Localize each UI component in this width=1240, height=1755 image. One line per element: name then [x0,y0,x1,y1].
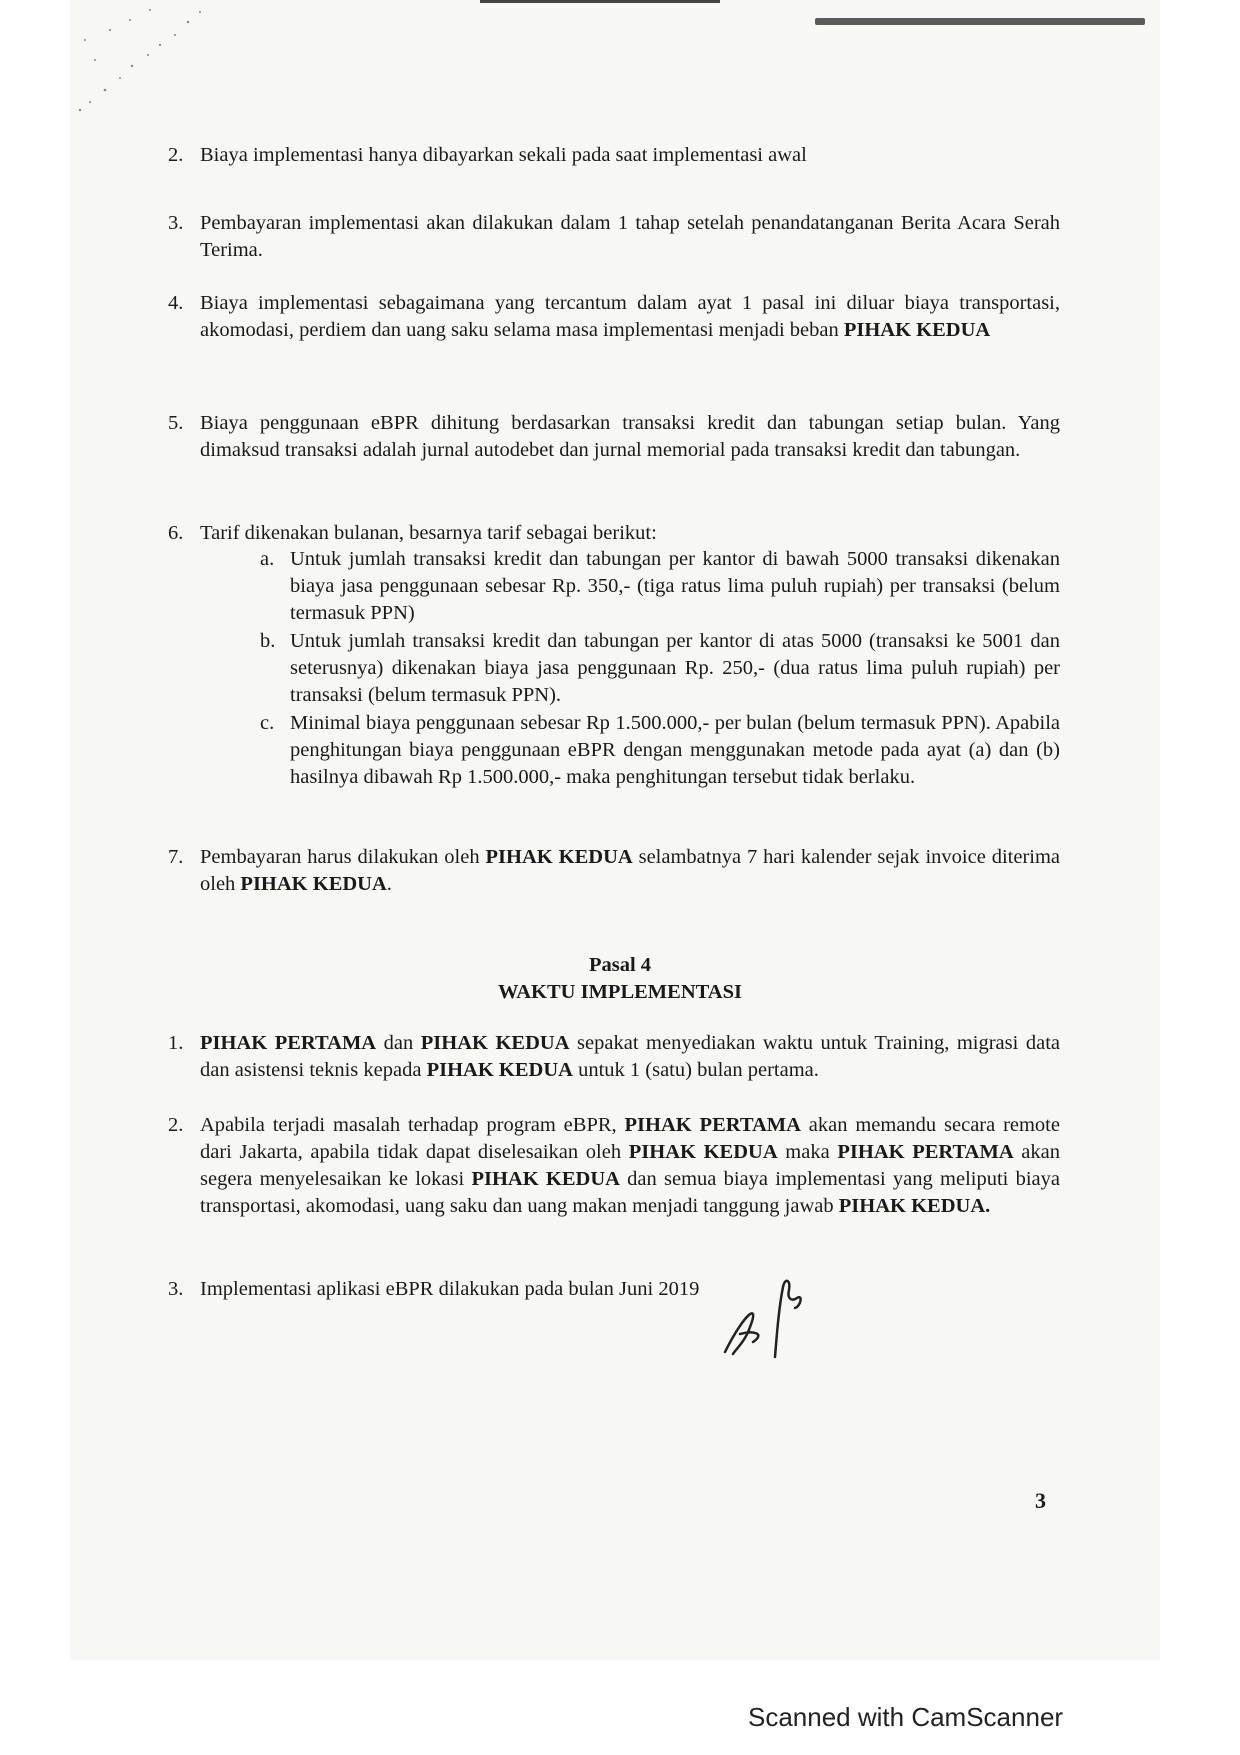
item-text: untuk 1 (satu) bulan pertama. [572,1059,819,1081]
page-number: 3 [1035,1488,1046,1513]
pasal4-item-2 [168,1112,1060,1220]
paraf-signature [705,1272,815,1362]
item-number: 6. [168,522,184,544]
item-text: dan [376,1032,421,1054]
party-name: PIHAK PERTAMA [837,1141,1014,1163]
item-text: akan memandu secara remote dari Jakarta, apabila tidak dapat diselesaikan oleh [200,1114,1060,1163]
item-number: 3. [168,212,184,234]
pasal3-item-2 [168,142,1060,169]
item-text: Apabila terjadi masalah terhadap program eBPR, [200,1114,625,1136]
pasal4-title: WAKTU IMPLEMENTASI [498,981,742,1003]
camscanner-watermark: Scanned with CamScanner [748,1702,1064,1732]
subitem-text: Untuk jumlah transaksi kredit dan tabungan per kantor di atas 5000 (transaksi ke 5001 dan seterusnya) dikenakan biaya jasa penggunaan Rp. 250,- (dua ratus lima puluh rupiah) per transaksi (belum termasuk PPN). [290,630,1060,706]
subitem-text: Untuk jumlah transaksi kredit dan tabungan per kantor di bawah 5000 transaksi dikenakan biaya jasa penggunaan sebesar Rp. 350,- (tiga ratus lima puluh rupiah) per transaksi (belum termasuk PPN) [290,548,1060,624]
item-text: Tarif dikenakan bulanan, besarnya tarif sebagai berikut: [200,522,657,544]
pasal3-item-6 [168,520,1060,547]
party-name: PIHAK PERTAMA [624,1114,801,1136]
party-name: PIHAK KEDUA [426,1059,573,1081]
item-number: 7. [168,846,184,868]
pasal3-item-7 [168,844,1061,898]
item-text: Biaya penggunaan eBPR dihitung berdasarkan transaksi kredit dan tabungan setiap bulan. Yang dimaksud transaksi adalah jurnal autodebet dan jurnal memorial pada transaksi kredit dan tabungan. [200,412,1060,461]
item-text: sepakat menyediakan waktu untuk Training, migrasi data dan asistensi teknis kepada [200,1032,1060,1081]
party-name: PIHAK KEDUA [485,846,633,868]
subitem-letter: a. [260,548,275,570]
party-name: PIHAK KEDUA [628,1141,778,1163]
party-name: PIHAK KEDUA [843,319,991,341]
scan-noise-corner [60,0,240,120]
tarif-subitem-a [260,546,1060,627]
party-name: PIHAK PERTAMA [200,1032,377,1054]
subitem-letter: c. [260,712,275,734]
pasal4-item-1 [168,1030,1060,1084]
item-text: maka [777,1141,838,1163]
item-text: Biaya implementasi hanya dibayarkan sekali pada saat implementasi awal [200,144,807,166]
tarif-subitem-b [260,628,1060,709]
item-number: 3. [168,1278,184,1300]
pasal3-item-5 [168,410,1060,464]
pasal4-item-3 [168,1276,1060,1303]
item-text: Pembayaran implementasi akan dilakukan dalam 1 tahap setelah penandatanganan Berita Acara Serah Terima. [200,212,1060,261]
item-text: Pembayaran harus dilakukan oleh [200,846,486,868]
item-text: akan segera menyelesaikan ke lokasi [200,1141,1060,1190]
item-number: 5. [168,412,184,434]
item-text: . [386,873,392,895]
item-number: 1. [168,1032,184,1054]
pasal4-heading: Pasal 4 [588,954,652,976]
pasal3-item-4 [168,290,1060,344]
party-name: PIHAK KEDUA [471,1168,620,1190]
item-text: Implementasi aplikasi eBPR dilakukan pada bulan Juni 2019 [200,1278,700,1300]
item-number: 2. [168,1114,184,1136]
item-text: Biaya implementasi sebagaimana yang tercantum dalam ayat 1 pasal ini diluar biaya transportasi, akomodasi, perdiem dan uang saku selama masa implementasi menjadi beban [200,292,1060,341]
tarif-subitem-c [260,710,1060,791]
party-name: PIHAK KEDUA. [838,1195,991,1217]
subitem-text: Minimal biaya penggunaan sebesar Rp 1.500.000,- per bulan (belum termasuk PPN). Apabila penghitungan biaya penggunaan eBPR dengan menggunakan metode pada ayat (a) dan (b) hasilnya dibawah Rp 1.500.000,- maka penghitungan tersebut tidak berlaku. [290,712,1060,788]
party-name: PIHAK KEDUA [420,1032,570,1054]
party-name: PIHAK KEDUA [240,873,387,895]
item-number: 4. [168,292,184,314]
pasal3-item-3 [168,210,1060,264]
scan-edge-bar [815,18,1145,25]
item-number: 2. [168,144,184,166]
subitem-letter: b. [260,630,276,652]
item-text: selambatnya 7 hari kalender sejak invoice diterima oleh [200,846,1061,895]
scan-edge-line [480,0,720,3]
item-text: dan semua biaya implementasi yang meliputi biaya transportasi, akomodasi, uang saku dan uang makan menjadi tanggung jawab [200,1168,1060,1217]
